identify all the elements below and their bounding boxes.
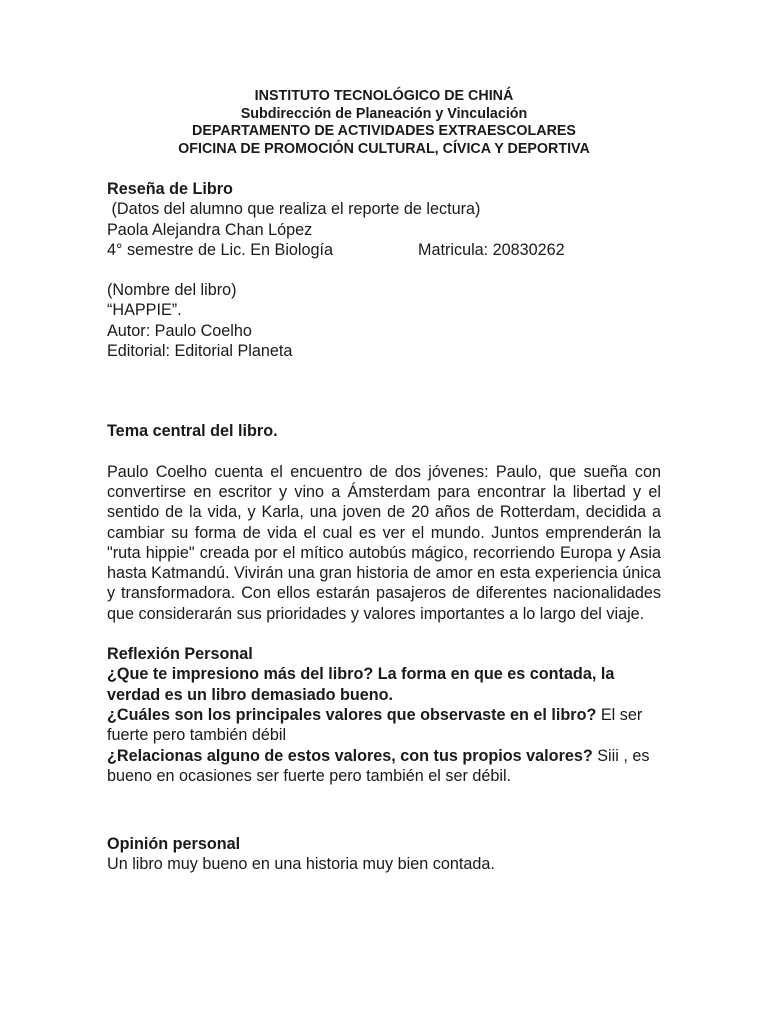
reflection-answer-3: Siii , es bueno en ocasiones ser fuerte pero también el ser débil.	[107, 746, 650, 785]
book-note: (Nombre del libro)	[107, 281, 237, 300]
subdirectorate: Subdirección de Planeación y Vinculación	[240, 105, 528, 122]
book-author: Autor: Paulo Coelho	[107, 321, 252, 340]
department: DEPARTAMENTO DE ACTIVIDADES EXTRAESCOLARES	[192, 123, 576, 139]
book-title: “HAPPIE”.	[107, 301, 182, 320]
theme-heading: Tema central del libro.	[107, 422, 278, 441]
reflection-question-3: ¿Relacionas alguno de estos valores, con tus propios valores?	[107, 746, 593, 765]
opinion-heading: Opinión personal	[107, 835, 241, 854]
reflection-item-3	[107, 746, 661, 787]
reflection-item-2	[107, 705, 661, 746]
student-name: Paola Alejandra Chan López	[107, 220, 313, 239]
institute-name: INSTITUTO TECNOLÓGICO DE CHINÁ	[254, 88, 514, 104]
document-header	[0, 88, 768, 158]
opinion-text: Un libro muy bueno en una historia muy bien contada.	[107, 855, 495, 874]
review-title: Reseña de Libro	[107, 180, 233, 198]
reflection-answer-2: El ser fuerte pero también débil	[107, 705, 643, 745]
reflection-heading: Reflexión Personal	[107, 645, 253, 664]
reflection-question-2: ¿Cuáles son los principales valores que observaste en el libro?	[107, 705, 597, 724]
student-info-row	[107, 240, 661, 260]
document-body	[107, 179, 661, 875]
office: OFICINA DE PROMOCIÓN CULTURAL, CÍVICA Y DEPORTIVA	[178, 140, 590, 157]
student-note: (Datos del alumno que realiza el reporte de lectura)	[107, 200, 481, 219]
reflection-question-1: ¿Que te impresiono más del libro? La forma en que es contada, la verdad es un libro demasiado bueno.	[107, 665, 615, 704]
book-publisher: Editorial: Editorial Planeta	[107, 342, 293, 361]
semester: 4° semestre de Lic. En Biología	[107, 240, 334, 259]
theme-text: Paulo Coelho cuenta el encuentro de dos jóvenes: Paulo, que sueña con convertirse en escritor y vino a Ámsterdam para encontrar la libertad y el sentido de la vida, y Karla, una joven de 20 años de Rotterdam, decidida a cambiar su forma de vida el cual es ver el mundo. Juntos emprenderán la "ruta hippie" creada por el mítico autobús mágico, recorriendo Europa y Asia hasta Katmandú. Vivirán una gran historia de amor en esta experiencia única y transformadora. Con ellos estarán pasajeros de diferentes nacionalidades que considerarán sus prioridades y valores importantes a lo largo del viaje.	[107, 462, 661, 623]
matricula: Matricula: 20830262	[418, 240, 565, 259]
